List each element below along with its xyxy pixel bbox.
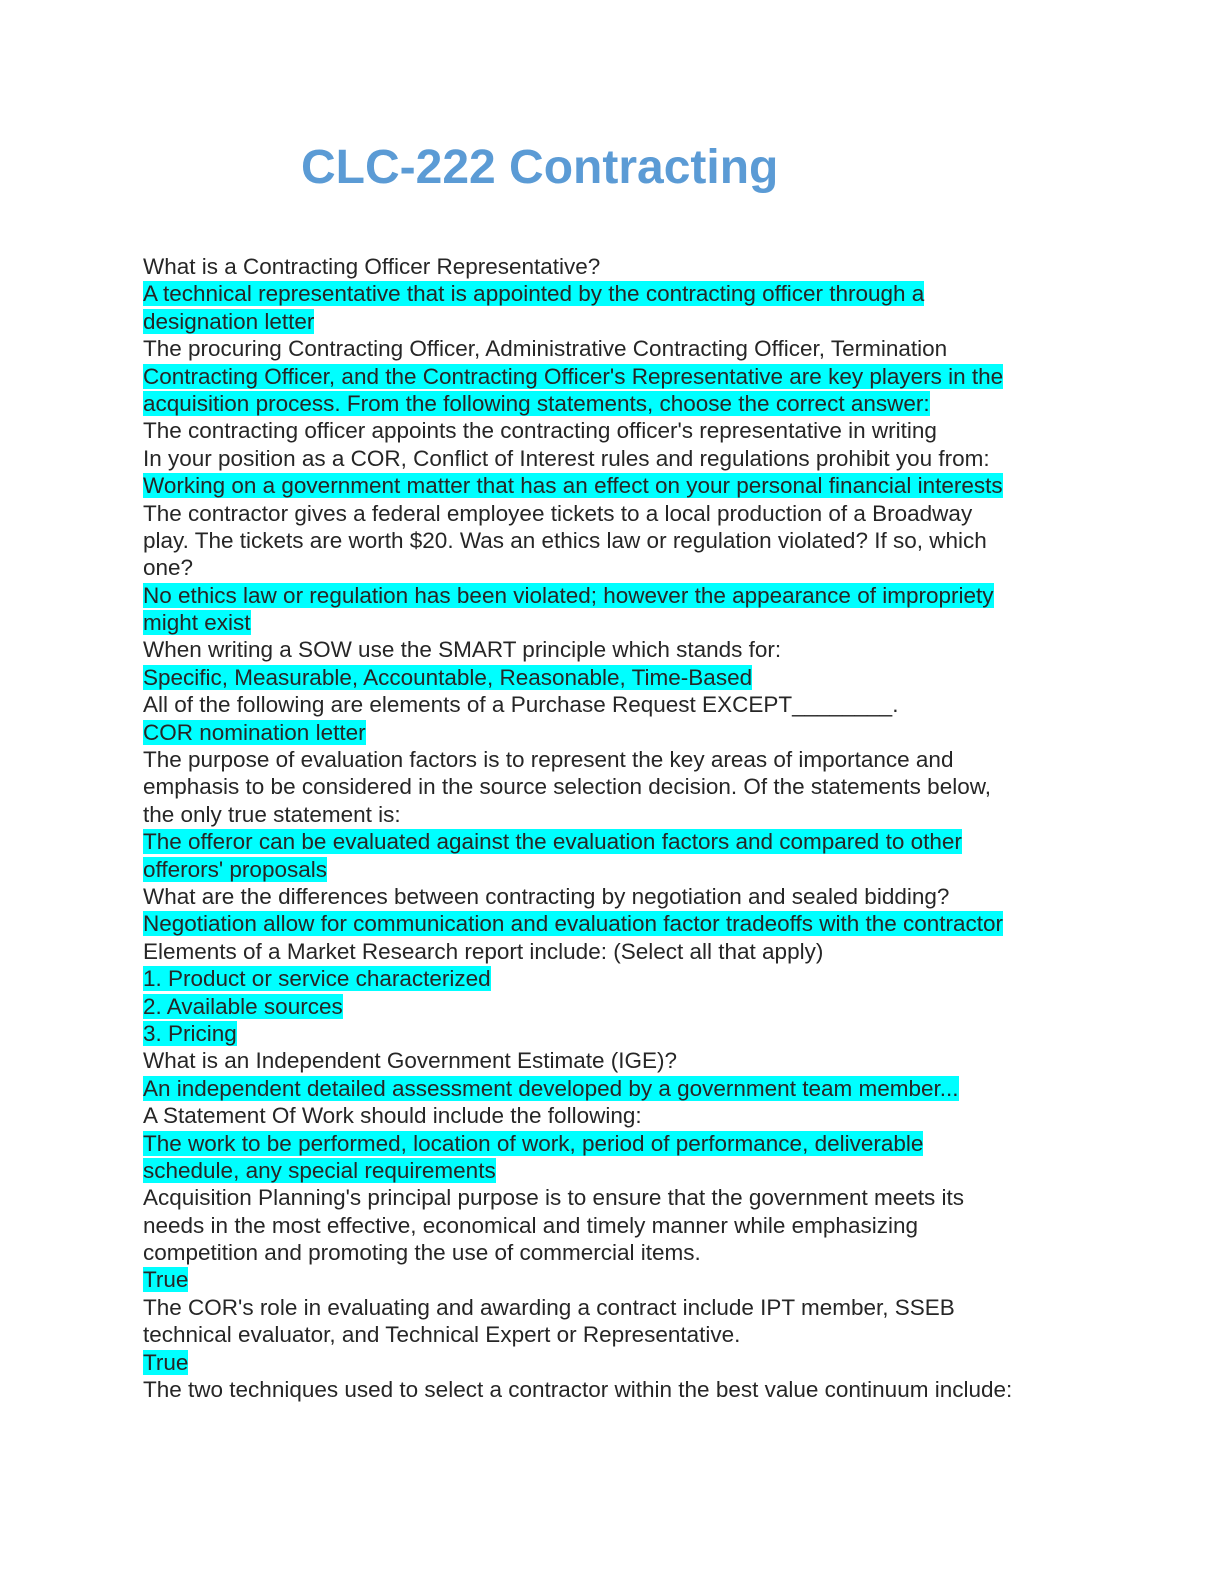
question-text: needs in the most effective, economical and timely manner while emphasizing xyxy=(143,1212,918,1238)
question-text: In your position as a COR, Conflict of Interest rules and regulations prohibit you from: xyxy=(143,445,990,471)
question-line xyxy=(143,1212,1073,1239)
answer-line xyxy=(143,664,1073,691)
answer-line xyxy=(143,965,1073,992)
question-text: one? xyxy=(143,555,194,581)
question-text: emphasis to be considered in the source selection decision. Of the statements below, xyxy=(143,774,991,800)
question-text: Elements of a Market Research report include: (Select all that apply) xyxy=(143,938,824,964)
question-line xyxy=(143,801,1073,828)
highlighted-answer-text: COR nomination letter xyxy=(143,719,366,745)
question-line xyxy=(143,636,1073,663)
question-line xyxy=(143,1294,1073,1321)
question-line xyxy=(143,253,1073,280)
question-text: competition and promoting the use of commercial items. xyxy=(143,1240,701,1266)
highlighted-answer-text: No ethics law or regulation has been violated; however the appearance of impropriety xyxy=(143,582,994,608)
answer-line xyxy=(143,280,1073,307)
answer-line xyxy=(143,1075,1073,1102)
question-text: The contracting officer appoints the contracting officer's representative in writing xyxy=(143,418,937,444)
highlighted-answer-text: Working on a government matter that has an effect on your personal financial interests xyxy=(143,473,1003,499)
question-text: When writing a SOW use the SMART principle which stands for: xyxy=(143,637,782,663)
answer-line xyxy=(143,719,1073,746)
question-line xyxy=(143,527,1073,554)
question-text: play. The tickets are worth $20. Was an ethics law or regulation violated? If so, which xyxy=(143,527,987,553)
answer-line xyxy=(143,390,1073,417)
question-text: The procuring Contracting Officer, Administrative Contracting Officer, Termination xyxy=(143,336,948,362)
question-text: The two techniques used to select a contractor within the best value continuum include: xyxy=(143,1377,1013,1403)
answer-line xyxy=(143,1130,1073,1157)
question-text: The contractor gives a federal employee tickets to a local production of a Broadway xyxy=(143,500,973,526)
answer-line xyxy=(143,472,1073,499)
highlighted-answer-text: designation letter xyxy=(143,308,315,334)
question-line xyxy=(143,445,1073,472)
document-title: CLC-222 Contracting xyxy=(301,141,779,194)
answer-line xyxy=(143,308,1073,335)
question-line xyxy=(143,500,1073,527)
answer-line xyxy=(143,1020,1073,1047)
highlighted-answer-text: Contracting Officer, and the Contracting Officer's Representative are key players in the xyxy=(143,363,1004,389)
highlighted-answer-text: A technical representative that is appointed by the contracting officer through a xyxy=(143,281,925,307)
question-text: The purpose of evaluation factors is to represent the key areas of importance and xyxy=(143,747,954,773)
question-text: The COR's role in evaluating and awarding a contract include IPT member, SSEB xyxy=(143,1294,955,1320)
highlighted-answer-text: schedule, any special requirements xyxy=(143,1157,496,1183)
question-line xyxy=(143,746,1073,773)
highlighted-answer-text: 1. Product or service characterized xyxy=(143,966,491,992)
question-line xyxy=(143,883,1073,910)
answer-line xyxy=(143,609,1073,636)
question-line xyxy=(143,1102,1073,1129)
highlighted-answer-text: Negotiation allow for communication and evaluation factor tradeoffs with the contractor xyxy=(143,911,1004,937)
highlighted-answer-text: 3. Pricing xyxy=(143,1020,237,1046)
highlighted-answer-text: True xyxy=(143,1267,189,1293)
highlighted-answer-text: 2. Available sources xyxy=(143,993,343,1019)
question-text: What is a Contracting Officer Representative? xyxy=(143,254,601,279)
question-text: Acquisition Planning's principal purpose is to ensure that the government meets its xyxy=(143,1185,964,1211)
question-line xyxy=(143,1239,1073,1266)
highlighted-answer-text: Specific, Measurable, Accountable, Reasonable, Time-Based xyxy=(143,664,753,690)
question-line xyxy=(143,1321,1073,1348)
question-line xyxy=(143,335,1073,362)
answer-line xyxy=(143,1349,1073,1376)
question-line xyxy=(143,1047,1073,1074)
highlighted-answer-text: acquisition process. From the following statements, choose the correct answer: xyxy=(143,390,930,416)
question-line xyxy=(143,1376,1073,1403)
question-text: What are the differences between contracting by negotiation and sealed bidding? xyxy=(143,883,950,909)
answer-line xyxy=(143,856,1073,883)
question-line xyxy=(143,554,1073,581)
answer-line xyxy=(143,910,1073,937)
question-line xyxy=(143,773,1073,800)
answer-line xyxy=(143,993,1073,1020)
question-line xyxy=(143,417,1073,444)
answer-line xyxy=(143,1157,1073,1184)
question-text: the only true statement is: xyxy=(143,801,401,827)
highlighted-answer-text: The offeror can be evaluated against the evaluation factors and compared to other xyxy=(143,829,962,855)
answer-line xyxy=(143,828,1073,855)
question-line xyxy=(143,691,1073,718)
answer-line xyxy=(143,363,1073,390)
answer-line xyxy=(143,582,1073,609)
highlighted-answer-text: An independent detailed assessment developed by a government team member... xyxy=(143,1075,959,1101)
document-body xyxy=(143,253,1073,1403)
highlighted-answer-text: might exist xyxy=(143,610,251,636)
question-text: technical evaluator, and Technical Expert or Representative. xyxy=(143,1322,741,1348)
question-line xyxy=(143,938,1073,965)
answer-line xyxy=(143,1266,1073,1293)
highlighted-answer-text: offerors' proposals xyxy=(143,856,327,882)
highlighted-answer-text: The work to be performed, location of work, period of performance, deliverable xyxy=(143,1130,924,1156)
question-text: What is an Independent Government Estimate (IGE)? xyxy=(143,1048,678,1074)
question-line xyxy=(143,1184,1073,1211)
question-text: All of the following are elements of a Purchase Request EXCEPT________. xyxy=(143,692,899,718)
question-text: A Statement Of Work should include the following: xyxy=(143,1103,642,1129)
highlighted-answer-text: True xyxy=(143,1349,189,1375)
